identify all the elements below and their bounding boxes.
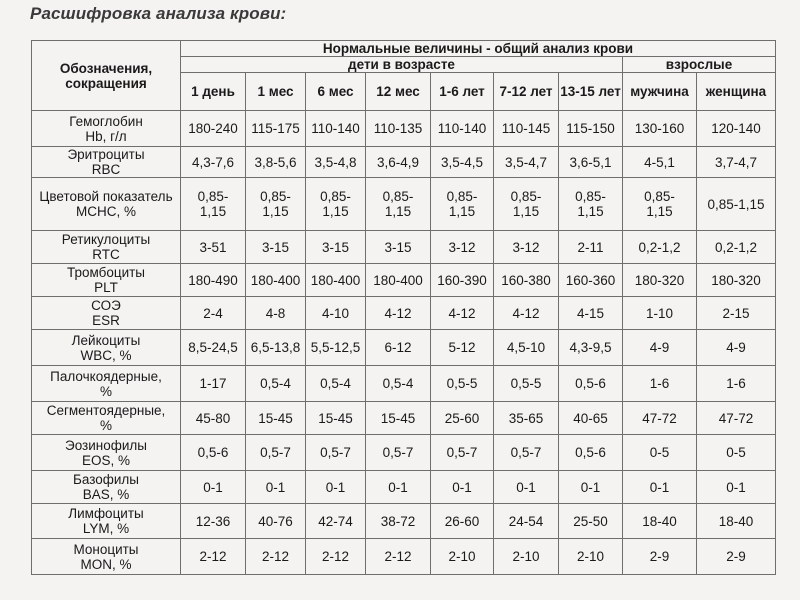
parameter-abbreviation: LYM, % (82, 521, 130, 536)
value-cell: 1-6 (623, 366, 697, 402)
parameter-name: СОЭ (91, 298, 121, 313)
value-cell: 5-12 (431, 330, 494, 366)
age-column-header: женщина (697, 73, 776, 111)
value-cell: 0-1 (697, 471, 776, 504)
value-cell: 3,7-4,7 (697, 147, 776, 178)
value-cell: 3,5-4,7 (494, 147, 559, 178)
parameter-cell (32, 539, 181, 575)
value-cell: 24-54 (494, 504, 559, 539)
parameter-name: Базофилы (73, 472, 139, 487)
parameter-abbreviation: WBC, % (80, 347, 132, 363)
value-cell: 18-40 (623, 504, 697, 539)
value-cell: 180-400 (306, 264, 366, 297)
parameter-name: Эозинофилы (65, 437, 147, 453)
value-cell: 3,5-4,8 (306, 147, 366, 178)
parameter-name: Тромбоциты (66, 265, 146, 280)
value-cell: 0-1 (366, 471, 431, 504)
value-cell: 2-4 (181, 297, 246, 330)
value-cell: 2-10 (431, 539, 494, 575)
table-row (32, 178, 776, 231)
value-cell: 2-10 (559, 539, 623, 575)
parameter-name: Эритроциты (67, 147, 145, 162)
value-cell: 5,5-12,5 (306, 330, 366, 366)
age-column-header: 7-12 лет (494, 73, 559, 111)
parameter-abbreviation: PLT (94, 280, 118, 295)
value-cell: 2-15 (697, 297, 776, 330)
parameter-cell (32, 147, 181, 178)
value-cell: 38-72 (366, 504, 431, 539)
table-row (32, 147, 776, 178)
table-row (32, 330, 776, 366)
value-cell: 115-175 (246, 111, 306, 147)
value-cell: 4,3-7,6 (181, 147, 246, 178)
parameter-cell (32, 231, 181, 264)
parameter-abbreviation: Hb, г/л (85, 128, 127, 144)
value-cell: 115-150 (559, 111, 623, 147)
value-cell: 47-72 (697, 402, 776, 435)
age-column-header: 6 мес (306, 73, 366, 111)
children-header: дети в возрасте (181, 57, 623, 73)
parameter-abbreviation: % (99, 383, 112, 399)
value-cell: 0,85- 1,15 (559, 178, 623, 231)
blood-norms-table (31, 40, 776, 575)
table-row (32, 471, 776, 504)
value-cell: 4,3-9,5 (559, 330, 623, 366)
value-cell: 1-17 (181, 366, 246, 402)
value-cell: 0,5-7 (494, 435, 559, 471)
value-cell: 25-50 (559, 504, 623, 539)
value-cell: 0,85- 1,15 (366, 178, 431, 231)
value-cell: 180-320 (697, 264, 776, 297)
value-cell: 4-15 (559, 297, 623, 330)
value-cell: 180-320 (623, 264, 697, 297)
value-cell: 180-400 (366, 264, 431, 297)
parameter-cell (32, 402, 181, 435)
table-row (32, 366, 776, 402)
value-cell: 42-74 (306, 504, 366, 539)
value-cell: 2-12 (306, 539, 366, 575)
value-cell: 4-9 (623, 330, 697, 366)
age-column-header: 1 мес (246, 73, 306, 111)
parameter-name: Цветовой показатель (39, 189, 173, 204)
parameter-name: Гемоглобин (69, 113, 143, 129)
parameter-cell (32, 111, 181, 147)
parameter-abbreviation: MCHC, % (76, 204, 136, 219)
value-cell: 1-6 (697, 366, 776, 402)
value-cell: 3,5-4,5 (431, 147, 494, 178)
value-cell: 15-45 (366, 402, 431, 435)
value-cell: 4-10 (306, 297, 366, 330)
value-cell: 0-1 (181, 471, 246, 504)
table-row (32, 231, 776, 264)
parameter-abbreviation: RTC (92, 247, 120, 262)
age-column-header: мужчина (623, 73, 697, 111)
value-cell: 25-60 (431, 402, 494, 435)
value-cell: 12-36 (181, 504, 246, 539)
value-cell: 15-45 (246, 402, 306, 435)
parameter-abbreviation: EOS, % (81, 452, 130, 468)
value-cell: 0,5-7 (366, 435, 431, 471)
value-cell: 8,5-24,5 (181, 330, 246, 366)
value-cell: 3,6-5,1 (559, 147, 623, 178)
value-cell: 3,6-4,9 (366, 147, 431, 178)
table-body (32, 111, 776, 575)
value-cell: 6-12 (366, 330, 431, 366)
value-cell: 0-1 (306, 471, 366, 504)
parameter-cell (32, 435, 181, 471)
value-cell: 3-15 (366, 231, 431, 264)
group-header: Нормальные величины - общий анализ крови (181, 41, 776, 57)
value-cell: 4-12 (494, 297, 559, 330)
value-cell: 180-400 (246, 264, 306, 297)
parameter-cell (32, 178, 181, 231)
table-row (32, 539, 776, 575)
value-cell: 47-72 (623, 402, 697, 435)
value-cell: 2-12 (181, 539, 246, 575)
value-cell: 0,5-5 (431, 366, 494, 402)
value-cell: 18-40 (697, 504, 776, 539)
parameter-abbreviation: ESR (92, 313, 120, 328)
parameter-name: Лимфоциты (68, 506, 144, 521)
parameter-abbreviation: MON, % (80, 556, 132, 572)
table-row (32, 504, 776, 539)
parameter-name: Сегментоядерные, (46, 403, 166, 418)
value-cell: 110-140 (306, 111, 366, 147)
value-cell: 110-140 (431, 111, 494, 147)
table-row (32, 297, 776, 330)
age-column-header: 13-15 лет (559, 73, 623, 111)
parameter-abbreviation: % (99, 418, 112, 433)
value-cell: 120-140 (697, 111, 776, 147)
value-cell: 0-5 (623, 435, 697, 471)
value-cell: 0,5-5 (494, 366, 559, 402)
parameter-cell (32, 366, 181, 402)
value-cell: 1-10 (623, 297, 697, 330)
age-column-header: 12 мес (366, 73, 431, 111)
value-cell: 4-12 (366, 297, 431, 330)
value-cell: 110-145 (494, 111, 559, 147)
value-cell: 0,5-4 (246, 366, 306, 402)
value-cell: 0-5 (697, 435, 776, 471)
value-cell: 15-45 (306, 402, 366, 435)
value-cell: 35-65 (494, 402, 559, 435)
value-cell: 0,5-6 (559, 366, 623, 402)
table-row (32, 435, 776, 471)
parameter-name: Ретикулоциты (61, 232, 151, 247)
value-cell: 40-76 (246, 504, 306, 539)
value-cell: 0,5-6 (181, 435, 246, 471)
value-cell: 2-9 (697, 539, 776, 575)
value-cell: 0,5-7 (306, 435, 366, 471)
value-cell: 40-65 (559, 402, 623, 435)
value-cell: 2-12 (366, 539, 431, 575)
value-cell: 110-135 (366, 111, 431, 147)
value-cell: 2-10 (494, 539, 559, 575)
parameter-name: Моноциты (73, 541, 139, 557)
value-cell: 0,5-4 (306, 366, 366, 402)
value-cell: 0,85- 1,15 (623, 178, 697, 231)
value-cell: 0,85- 1,15 (431, 178, 494, 231)
age-column-header: 1-6 лет (431, 73, 494, 111)
page-title: Расшифровка анализа крови: (30, 4, 287, 23)
value-cell: 3-15 (246, 231, 306, 264)
parameter-abbreviation: RBC (91, 162, 121, 177)
value-cell: 0-1 (494, 471, 559, 504)
value-cell: 4,5-10 (494, 330, 559, 366)
value-cell: 0,5-6 (559, 435, 623, 471)
table-row (32, 111, 776, 147)
value-cell: 0,5-7 (246, 435, 306, 471)
value-cell: 0,85- 1,15 (306, 178, 366, 231)
parameter-cell (32, 297, 181, 330)
value-cell: 0-1 (559, 471, 623, 504)
value-cell: 160-360 (559, 264, 623, 297)
value-cell: 3-12 (431, 231, 494, 264)
parameter-name: Лейкоциты (71, 332, 141, 348)
value-cell: 4-12 (431, 297, 494, 330)
age-column-header: 1 день (181, 73, 246, 111)
value-cell: 4-5,1 (623, 147, 697, 178)
value-cell: 4-8 (246, 297, 306, 330)
parameter-cell (32, 504, 181, 539)
value-cell: 4-9 (697, 330, 776, 366)
value-cell: 2-11 (559, 231, 623, 264)
value-cell: 160-390 (431, 264, 494, 297)
corner-header: Обозначения, сокращения (32, 41, 181, 111)
value-cell: 160-380 (494, 264, 559, 297)
value-cell: 0,85-1,15 (697, 178, 776, 231)
value-cell: 180-490 (181, 264, 246, 297)
value-cell: 3-51 (181, 231, 246, 264)
value-cell: 3-12 (494, 231, 559, 264)
value-cell: 0,85- 1,15 (246, 178, 306, 231)
parameter-cell (32, 471, 181, 504)
value-cell: 2-12 (246, 539, 306, 575)
parameter-abbreviation: BAS, % (82, 487, 130, 502)
parameter-cell (32, 330, 181, 366)
value-cell: 45-80 (181, 402, 246, 435)
table-row (32, 264, 776, 297)
value-cell: 26-60 (431, 504, 494, 539)
value-cell: 0,5-7 (431, 435, 494, 471)
value-cell: 0,2-1,2 (697, 231, 776, 264)
value-cell: 6,5-13,8 (246, 330, 306, 366)
value-cell: 0-1 (623, 471, 697, 504)
parameter-name: Палочкоядерные, (50, 368, 162, 384)
value-cell: 0,5-4 (366, 366, 431, 402)
table-row (32, 402, 776, 435)
value-cell: 180-240 (181, 111, 246, 147)
value-cell: 0,2-1,2 (623, 231, 697, 264)
value-cell: 0-1 (431, 471, 494, 504)
parameter-cell (32, 264, 181, 297)
value-cell: 3-15 (306, 231, 366, 264)
value-cell: 3,8-5,6 (246, 147, 306, 178)
value-cell: 0-1 (246, 471, 306, 504)
value-cell: 0,85- 1,15 (181, 178, 246, 231)
value-cell: 2-9 (623, 539, 697, 575)
value-cell: 0,85- 1,15 (494, 178, 559, 231)
value-cell: 130-160 (623, 111, 697, 147)
adults-header: взрослые (623, 57, 776, 73)
